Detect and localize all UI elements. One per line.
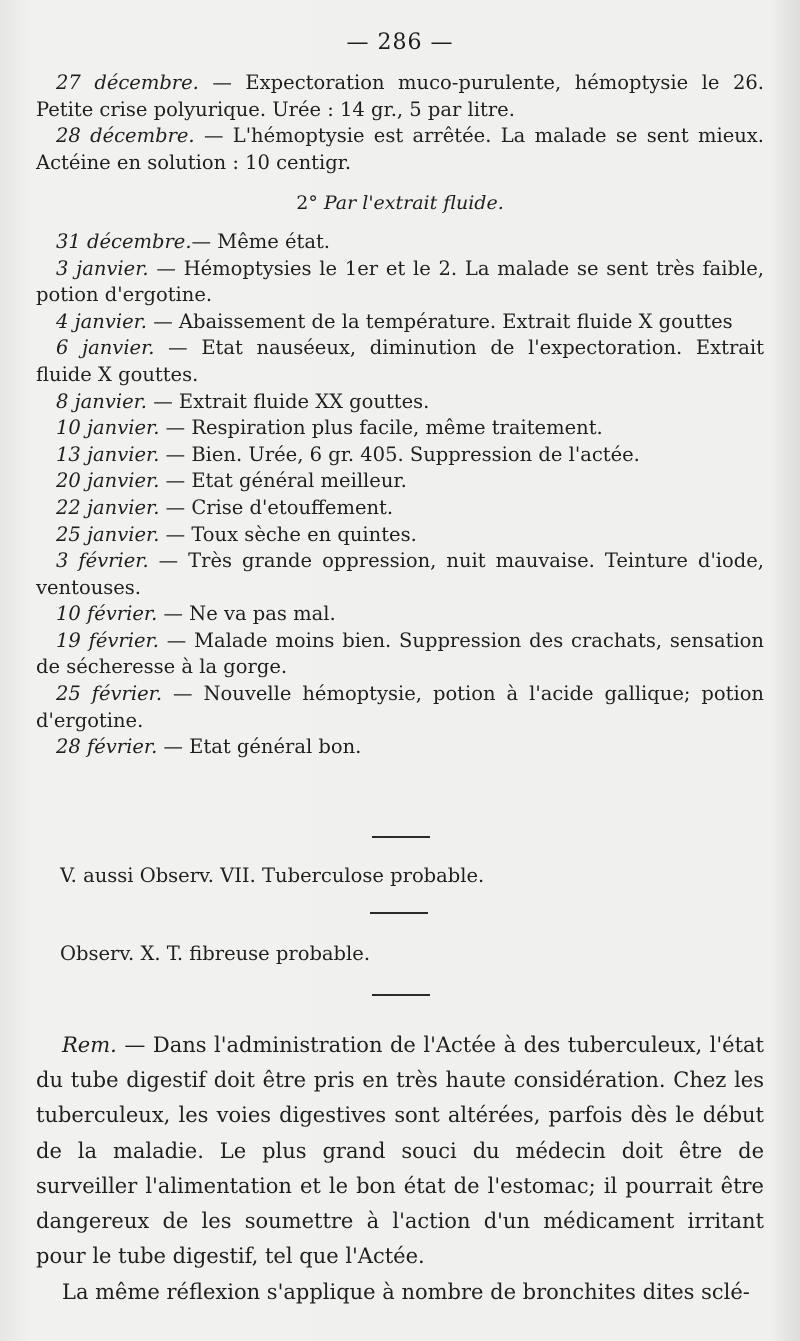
- log-entry: [36, 389, 764, 416]
- log-entry: [36, 548, 764, 601]
- entry-date: 13 janvier.: [56, 442, 160, 466]
- entry-date: 25 janvier.: [56, 522, 160, 546]
- section-heading: [36, 190, 764, 217]
- entry-date: 10 janvier.: [56, 416, 160, 440]
- entry-text: — Malade moins bien. Suppression des crachats, sensation de sécheresse à la gorge.: [36, 628, 764, 679]
- entry-text: — Etat général meilleur.: [159, 469, 407, 493]
- entry-date: 28 décembre.: [56, 124, 195, 148]
- log-entry: [36, 335, 764, 388]
- log-entry: [36, 123, 764, 176]
- entry-date: 25 février.: [56, 682, 163, 706]
- log-entry: [36, 468, 764, 495]
- log-entry: [36, 628, 764, 681]
- continued-paragraph: La même réflexion s'applique à nombre de bronchites dites sclé-: [62, 1280, 750, 1304]
- section-divider: [370, 912, 428, 914]
- entry-text: — Abaissement de la température. Extrait fluide X gouttes: [147, 309, 733, 333]
- remark-text: — Dans l'administration de l'Actée à des tuberculeux, l'état du tube digestif doit être pris en très haute considération. Chez les tuberculeux, les voies digestives sont altérées, parfois dès le début de la maladie. Le plus grand souci du médecin doit être de surveiller l'alimentation et le bon état de l'estomac; il pourrait être dangereux de les soumettre à l'action d'un médicament irritant pour le tube digestif, tel que l'Actée.: [36, 1033, 764, 1269]
- cross-reference: Observ. X. T. fibreuse probable.: [60, 942, 371, 965]
- entry-text: — Etat nauséeux, diminution de l'expectoration. Extrait fluide X gouttes.: [36, 336, 764, 386]
- log-entry: [36, 601, 764, 628]
- entry-text: — Très grande oppression, nuit mauvaise. Teinture d'iode, ventouses.: [36, 549, 765, 599]
- section-title: Par l'extrait fluide.: [323, 192, 504, 215]
- entry-date: 6 janvier.: [56, 336, 155, 360]
- entry-date: 27 décembre.: [56, 71, 199, 94]
- entry-text: — Etat général bon.: [157, 735, 362, 759]
- log-entry: [36, 495, 764, 522]
- log-entry: [36, 734, 764, 761]
- entry-text: — Crise d'etouffement.: [159, 495, 394, 519]
- log-entry: [36, 522, 764, 549]
- entry-date: 28 février.: [56, 735, 158, 759]
- entry-text: — Nouvelle hémoptysie, potion à l'acide gallique; potion d'ergotine.: [36, 682, 764, 732]
- entry-date: 3 février.: [56, 549, 149, 573]
- remark-label: Rem.: [62, 1033, 117, 1057]
- entry-text: — Extrait fluide XX gouttes.: [147, 389, 430, 413]
- entry-text: — Expectoration muco-purulente, hémoptysie le 26. Petite crise polyurique. Urée : 14 gr., 5 par litre.: [36, 71, 765, 121]
- log-entry: [36, 681, 764, 734]
- entry-text: — L'hémoptysie est arrêtée. La malade se sent mieux. Actéine en solution : 10 centigr.: [36, 124, 764, 174]
- entry-date: 31 décembre.: [56, 229, 192, 253]
- entry-date: 4 janvier.: [56, 309, 148, 333]
- log-entry: [36, 415, 764, 442]
- entry-date: 19 février.: [56, 628, 159, 652]
- log-entry: [36, 70, 764, 123]
- log-entry: [36, 229, 764, 256]
- entry-text: — Même état.: [191, 229, 331, 253]
- entry-text: — Toux sèche en quintes.: [159, 522, 417, 546]
- remark-paragraph: [36, 1028, 764, 1274]
- observation-log: [36, 70, 764, 761]
- log-entry: [36, 309, 764, 336]
- entry-text: — Ne va pas mal.: [157, 602, 336, 626]
- entry-date: 3 janvier.: [56, 256, 149, 280]
- entry-text: — Hémoptysies le 1er et le 2. La malade se sent très faible, potion d'ergotine.: [36, 256, 764, 307]
- section-number: 2°: [296, 192, 324, 215]
- log-entry: [36, 442, 764, 469]
- section-divider: [372, 994, 430, 996]
- cross-reference: V. aussi Observ. VII. Tuberculose probable.: [60, 864, 485, 887]
- entry-date: 20 janvier.: [56, 469, 160, 493]
- log-entry: [36, 256, 764, 309]
- entry-text: — Respiration plus facile, même traitement.: [159, 416, 603, 440]
- section-divider: [372, 836, 430, 838]
- entry-date: 10 février.: [56, 602, 158, 626]
- entry-date: 22 janvier.: [56, 495, 160, 519]
- entry-text: — Bien. Urée, 6 gr. 405. Suppression de l'actée.: [159, 442, 640, 466]
- page-number: — 286 —: [346, 30, 454, 55]
- entry-date: 8 janvier.: [56, 389, 148, 413]
